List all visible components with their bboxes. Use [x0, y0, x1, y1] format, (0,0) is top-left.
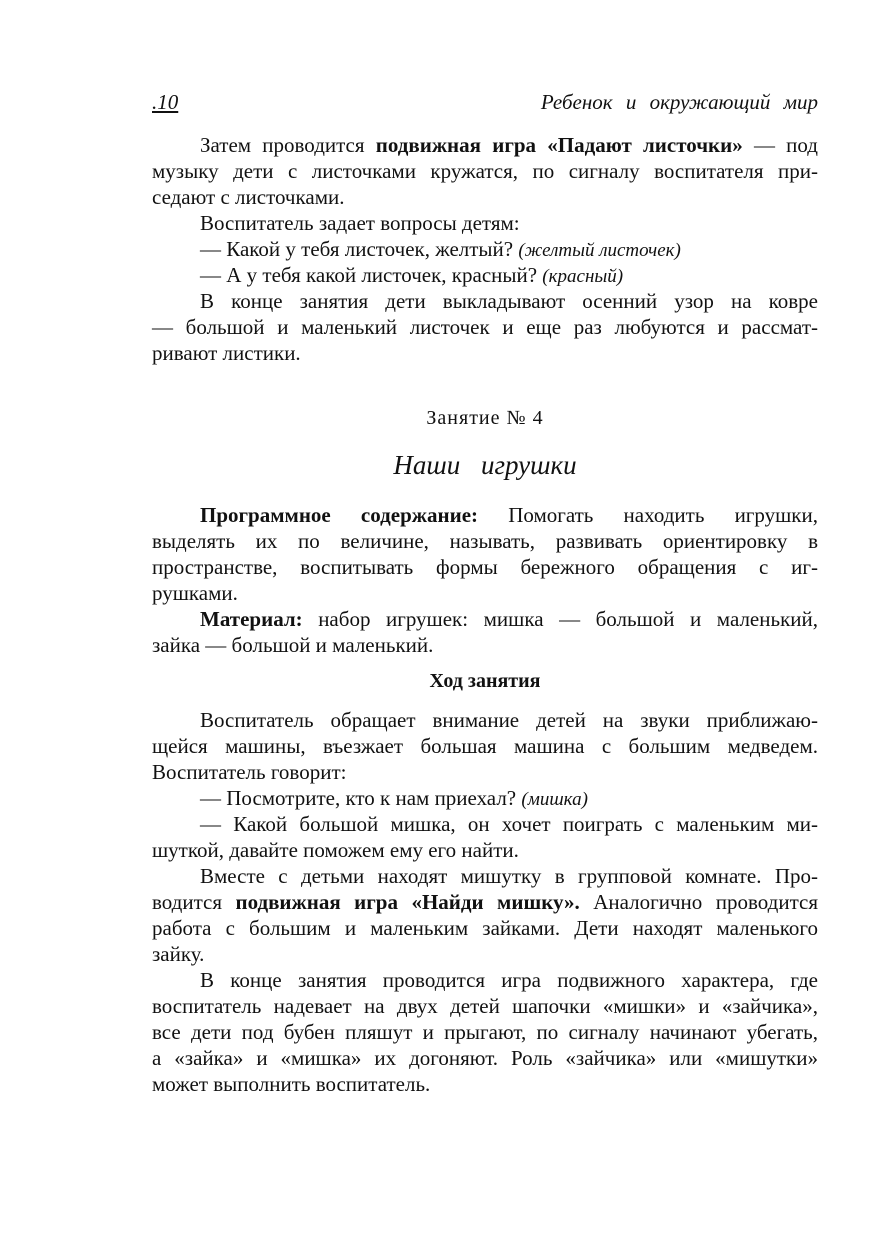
text: зайка — большой и маленький. — [152, 633, 434, 657]
text: водится — [152, 890, 236, 914]
text: — Какой у тебя листочек, желтый? — [200, 237, 519, 261]
text-line — [152, 811, 818, 837]
text-line — [152, 1019, 818, 1045]
italic-text: (мишка) — [521, 789, 588, 810]
text: седают с листочками. — [152, 185, 345, 209]
text-line — [152, 941, 818, 967]
text-line — [152, 502, 818, 528]
text: может выполнить воспитатель. — [152, 1072, 431, 1096]
text-line — [152, 340, 818, 366]
text: — под — [742, 133, 818, 157]
text: Аналогично проводится — [579, 890, 818, 914]
text: Воспитатель задает вопросы детям: — [200, 211, 520, 235]
text-section-intro — [152, 132, 818, 366]
text-line — [152, 759, 818, 785]
text: музыку дети с листочками кружатся, по сигналу воспитателя при- — [152, 159, 818, 183]
text-line — [152, 707, 818, 733]
text: зайку. — [152, 942, 205, 966]
text-section-course — [152, 707, 818, 1097]
text: шуткой, давайте поможем ему его найти. — [152, 838, 519, 862]
bold-text: подвижная игра «Найди мишку». — [235, 890, 580, 914]
text-line — [152, 262, 818, 288]
text-line — [152, 993, 818, 1019]
text-line — [152, 554, 818, 580]
text: Воспитатель обращает внимание детей на звуки приближаю- — [200, 708, 818, 732]
bold-text: Программное содержание: — [200, 503, 479, 527]
italic-text: (красный) — [542, 266, 624, 287]
bold-text: подвижная игра «Падают листочки» — [375, 133, 743, 157]
text-section-program — [152, 502, 818, 658]
text: — А у тебя какой листочек, красный? — [200, 263, 543, 287]
text-line — [152, 580, 818, 606]
text-line — [152, 915, 818, 941]
text-line — [152, 158, 818, 184]
text-line — [152, 528, 818, 554]
text: Вместе с детьми находят мишутку в групповой комнате. Про- — [200, 864, 818, 888]
text-line — [152, 733, 818, 759]
section-heading: Ход занятия — [429, 670, 541, 692]
text-line — [152, 632, 818, 658]
text: В конце занятия проводится игра подвижного характера, где — [200, 968, 818, 992]
text-line — [152, 863, 818, 889]
text: все дети под бубен пляшут и прыгают, по сигналу начинают убегать, — [152, 1020, 818, 1044]
text: набор игрушек: мишка — большой и маленький, — [302, 607, 818, 631]
text: Затем проводится — [200, 133, 376, 157]
text-line — [152, 288, 818, 314]
running-title: Ребенок и окружающий мир — [540, 90, 818, 114]
text-line — [152, 785, 818, 811]
text: Помогать находить игрушки, — [478, 503, 818, 527]
italic-text: (желтый листочек) — [518, 240, 681, 261]
page-number: .10 — [152, 90, 179, 114]
text-line — [152, 606, 818, 632]
text: рушками. — [152, 581, 238, 605]
text-line — [152, 889, 818, 915]
text: — Посмотрите, кто к нам приехал? — [200, 786, 522, 810]
text: выделять их по величине, называть, развивать ориентировку в — [152, 529, 818, 553]
text: работа с большим и маленьким зайками. Дети находят маленького — [152, 916, 818, 940]
text: а «зайка» и «мишка» их догоняют. Роль «зайчика» или «мишутки» — [152, 1046, 818, 1070]
text-line — [152, 1045, 818, 1071]
text-line — [152, 837, 818, 863]
text: ривают листики. — [152, 341, 301, 365]
lesson-title: Наши игрушки — [393, 450, 577, 480]
text: — большой и маленький листочек и еще раз любуются и рассмат- — [152, 315, 818, 339]
text-line — [152, 236, 818, 262]
text-line — [152, 1071, 818, 1097]
text: В конце занятия дети выкладывают осенний узор на ковре — [200, 289, 818, 313]
text: воспитатель надевает на двух детей шапочки «мишки» и «зайчика», — [152, 994, 818, 1018]
text: щейся машины, въезжает большая машина с большим медведем. — [152, 734, 818, 758]
text-line — [152, 314, 818, 340]
text: пространстве, воспитывать формы бережного обращения с иг- — [152, 555, 818, 579]
text-line — [152, 967, 818, 993]
text-line — [152, 184, 818, 210]
text: Воспитатель говорит: — [152, 760, 347, 784]
text-line — [152, 132, 818, 158]
bold-text: Материал: — [200, 607, 303, 631]
text: — Какой большой мишка, он хочет поиграть с маленьким ми- — [200, 812, 818, 836]
lesson-number: Занятие № 4 — [426, 407, 544, 429]
text-line — [152, 210, 818, 236]
